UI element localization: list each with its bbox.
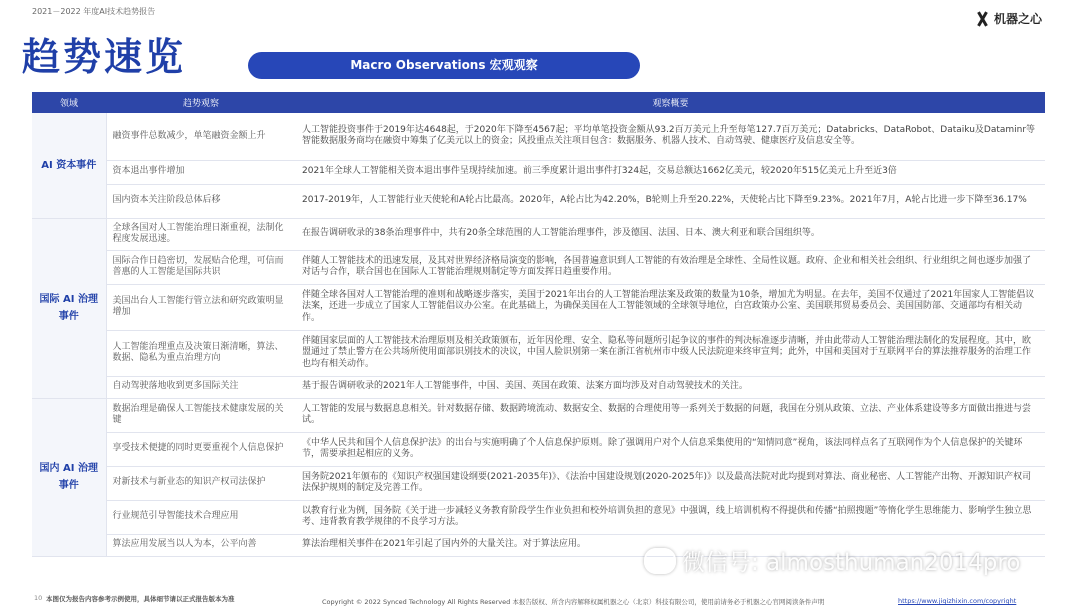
table-row xyxy=(32,330,1045,376)
overview-cell: 基于报告调研收录的2021年人工智能事件，中国、美国、英国在政策、法案方面均涉及对自动驾驶技术的关注。 xyxy=(296,376,1045,398)
overview-cell: 伴随国家层面的人工智能技术治理原则及相关政策颁布，近年因伦理、安全、隐私等问题所引起争议的事件的判决标准逐步清晰，并由此带动人工智能治理法制化的发展程度。其中，欧盟通过了禁止警方在公共场所使用面部识别技术的决议，中国人脸识别第一案在浙江省杭州市中级人民法院迎来终审宣判；此外，中国和美国对于互联网平台的算法推荐服务的治理工作也均有相关动作。 xyxy=(296,330,1045,376)
brand-logo xyxy=(975,10,1042,27)
domain-cell-ai-capital: AI 资本事件 xyxy=(32,113,106,218)
page-footer xyxy=(0,592,1080,608)
footer-note: 本图仅为报告内容参考示例使用，具体细节请以正式报告版本为准 xyxy=(46,595,235,603)
trend-cell: 国内资本关注阶段总体后移 xyxy=(106,184,296,218)
page-title: 趋势速览 xyxy=(22,35,187,79)
synced-logo-icon xyxy=(975,11,989,27)
trend-cell: 享受技术便捷的同时更要重视个人信息保护 xyxy=(106,432,296,466)
table-row xyxy=(32,160,1045,184)
overview-cell: 伴随人工智能技术的迅速发展，及其对世界经济格局演变的影响，各国普遍意识到人工智能的有效治理是全球性、全局性议题。政府、企业和相关社会组织、行业组织之间也逐步加强了对话与合作，联合国也在国际人工智能治理规则制定等方面发挥日趋重要作用。 xyxy=(296,250,1045,284)
overview-cell: 伴随全球各国对人工智能治理的准则和战略逐步落实，美国于2021年出台的人工智能治理法案及政策的数量为10条，增加尤为明显。在去年，美国不仅通过了2021年国家人工智能倡议法案，还进一步成立了国家人工智能倡议办公室。在此基础上，为确保美国在人工智能领域的全球领导地位，白宫政策办公室、美国联邦贸易委员会、美国国防部、交通部均有相关动作。 xyxy=(296,284,1045,330)
trend-cell: 美国出台人工智能行管立法和研究政策明显增加 xyxy=(106,284,296,330)
table-row xyxy=(32,376,1045,398)
trend-cell: 数据治理是确保人工智能技术健康发展的关键 xyxy=(106,398,296,432)
column-header-trend: 趋势观察 xyxy=(106,92,296,113)
page-number: 10 xyxy=(34,594,43,602)
table-row xyxy=(32,218,1045,250)
domain-cell-intl-governance: 国际 AI 治理事件 xyxy=(32,218,106,398)
table-row xyxy=(32,284,1045,330)
domain-cell-domestic-governance: 国内 AI 治理事件 xyxy=(32,398,106,556)
table-row xyxy=(32,466,1045,500)
table-header-row xyxy=(32,92,1045,113)
wechat-icon xyxy=(644,548,676,574)
brand-name: 机器之心 xyxy=(993,12,1042,26)
table-row xyxy=(32,113,1045,160)
overview-cell: 国务院2021年颁布的《知识产权强国建设纲要(2021-2035年)》、《法治中国建设规划(2020-2025年)》以及最高法院对此均提到对算法、商业秘密、人工智能产出物、开源知识产权司法保护规则的制定及完善工作。 xyxy=(296,466,1045,500)
table-row xyxy=(32,250,1045,284)
overview-cell: 2017-2019年，人工智能行业天使轮和A轮占比最高。2020年，A轮占比为42.20%，B轮则上升至20.22%，天使轮占比下降至9.23%。2021年7月，A轮占比进一步下降至36.17% xyxy=(296,184,1045,218)
trend-cell: 全球各国对人工智能治理日渐重视，法制化程度发展迅速。 xyxy=(106,218,296,250)
overview-cell: 算法治理相关事件在2021年引起了国内外的大量关注。对于算法应用。 xyxy=(296,534,1045,556)
trend-cell: 对新技术与新业态的知识产权司法保护 xyxy=(106,466,296,500)
trend-cell: 行业规范引导智能技术合理应用 xyxy=(106,500,296,534)
table-row xyxy=(32,184,1045,218)
trend-cell: 人工智能治理重点及决策日渐清晰，算法、数据、隐私为重点治理方向 xyxy=(106,330,296,376)
column-header-domain: 领域 xyxy=(32,92,106,113)
trend-cell: 融资事件总数减少，单笔融资金额上升 xyxy=(106,113,296,160)
overview-cell: 在报告调研收录的38条治理事件中，共有20条全球范围的人工智能治理事件，涉及德国、法国、日本、澳大利亚和联合国组织等。 xyxy=(296,218,1045,250)
trend-table xyxy=(32,92,1045,557)
report-year-line: 2021－2022 年度AI技术趋势报告 xyxy=(32,7,156,16)
footer-copyright-link[interactable]: https://www.jiqizhixin.com/copyright xyxy=(898,597,1017,605)
table-row xyxy=(32,500,1045,534)
table-row xyxy=(32,432,1045,466)
watermark-text: 微信号: almosthuman2014pro xyxy=(682,550,1021,576)
trend-cell: 算法应用发展当以人为本，公平向善 xyxy=(106,534,296,556)
column-header-overview: 观察概要 xyxy=(296,92,1045,113)
overview-cell: 以教育行业为例，国务院《关于进一步减轻义务教育阶段学生作业负担和校外培训负担的意见》中强调，线上培训机构不得提供和传播“拍照搜题”等惰化学生思维能力、影响学生独立思考、违背教育教学规律的不良学习方法。 xyxy=(296,500,1045,534)
trend-cell: 自动驾驶落地收到更多国际关注 xyxy=(106,376,296,398)
footer-copyright: Copyright © 2022 Synced Technology All Rights Reserved 本报告版权、所含内容解释权属机器之心（北京）科技有限公司，使用前请务必于机器之心官网阅读条件声明 xyxy=(322,598,825,606)
trend-cell: 国际合作日趋密切，发展贴合伦理，可信而普惠的人工智能是国际共识 xyxy=(106,250,296,284)
wechat-watermark xyxy=(644,544,1020,577)
overview-cell: 2021年全球人工智能相关资本退出事件呈现持续加速。前三季度累计退出事件打324起，交易总额达1662亿美元，较2020年515亿美元上升至近3倍 xyxy=(296,160,1045,184)
overview-cell: 《中华人民共和国个人信息保护法》的出台与实施明确了个人信息保护原则。除了强调用户对个人信息采集使用的“知情同意”视角，该法同样点名了互联网作为个人信息保护的关键环节，需要承担起相应的义务。 xyxy=(296,432,1045,466)
overview-cell: 人工智能的发展与数据息息相关。针对数据存储、数据跨境流动、数据安全、数据的合理使用等一系列关于数据的问题，我国在分别从政策、立法、产业体系建设等多方面做出推进与尝试。 xyxy=(296,398,1045,432)
section-subtitle: Macro Observations 宏观观察 xyxy=(248,52,640,79)
overview-cell: 人工智能投资事件于2019年达4648起，于2020年下降至4567起；平均单笔投资金额从93.2百万美元上升至每笔127.7百万美元；Databricks、DataRobot、Dataiku及Dataminr等智能数据服务商均在融资中筹集了亿美元以上的资金；风投重点关注项目包含：数据服务、机器人技术、自动驾驶、健康医疗及信息安全等。 xyxy=(296,113,1045,160)
table-row xyxy=(32,398,1045,432)
trend-cell: 资本退出事件增加 xyxy=(106,160,296,184)
